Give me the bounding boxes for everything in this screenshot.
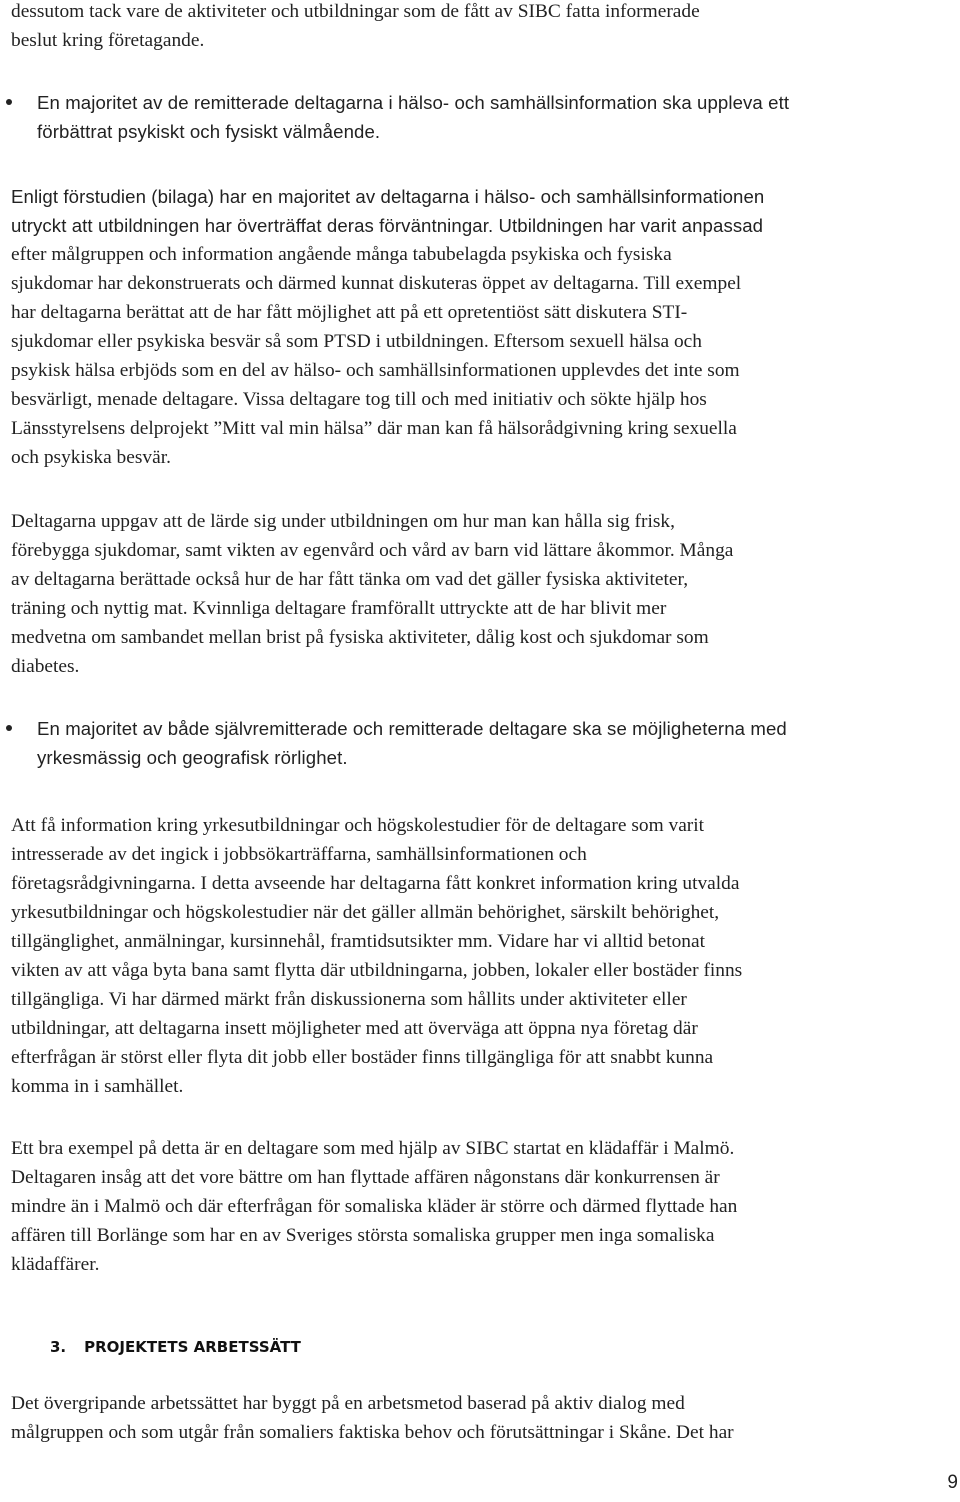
paragraph-line: Deltagarna uppgav att de lärde sig under utbildningen om hur man kan hålla sig frisk, bbox=[11, 511, 675, 532]
paragraph-line: efter målgruppen och information angående många tabubelagda psykiska och fysiska bbox=[11, 244, 672, 265]
paragraph-line: Enligt förstudien (bilaga) har en majoritet av deltagarna i hälso- och samhällsinformationen bbox=[11, 186, 765, 207]
paragraph-line: och psykiska besvär. bbox=[11, 447, 171, 468]
paragraph-line: Det övergripande arbetssättet har byggt på en arbetsmetod baserad på aktiv dialog med bbox=[11, 1393, 685, 1414]
paragraph-line: klädaffärer. bbox=[11, 1254, 100, 1275]
paragraph-line: har deltagarna berättat att de har fått möjlighet att på ett opretentiöst sätt diskutera STI- bbox=[11, 302, 688, 323]
paragraph-line: diabetes. bbox=[11, 656, 80, 677]
paragraph-line: målgruppen och som utgår från somaliers faktiska behov och förutsättningar i Skåne. Det har bbox=[11, 1422, 734, 1443]
text-line: dessutom tack vare de aktiviteter och utbildningar som de fått av SIBC fatta informerade bbox=[11, 1, 700, 22]
paragraph-line: komma in i samhället. bbox=[11, 1076, 184, 1097]
paragraph-line: Ett bra exempel på detta är en deltagare som med hjälp av SIBC startat en klädaffär i Malmö. bbox=[11, 1138, 735, 1159]
paragraph-line: intresserade av det ingick i jobbsökarträffarna, samhällsinformationen och bbox=[11, 844, 587, 865]
paragraph-line: sjukdomar eller psykiska besvär så som PTSD i utbildningen. Eftersom sexuell hälsa och bbox=[11, 331, 702, 352]
section-heading bbox=[50, 1338, 301, 1356]
paragraph-line: besvärligt, menade deltagare. Vissa deltagare tog till och med initiativ och sökte hjälp hos bbox=[11, 389, 707, 410]
section-title: PROJEKTETS ARBETSSÄTT bbox=[84, 1338, 301, 1356]
paragraph-line: Länsstyrelsens delprojekt ”Mitt val min hälsa” där man kan få hälsorådgivning kring sexuella bbox=[11, 418, 737, 439]
paragraph-line: av deltagarna berättade också hur de har fått tänka om vad det gäller fysiska aktiviteter, bbox=[11, 569, 689, 590]
paragraph-line: företagsrådgivningarna. I detta avseende har deltagarna fått konkret information kring utvalda bbox=[11, 873, 740, 894]
bullet-icon bbox=[6, 725, 12, 731]
paragraph-line: tillgänglighet, anmälningar, kursinnehål, framtidsutsikter mm. Vidare har vi alltid betonat bbox=[11, 931, 705, 952]
paragraph-line: mindre än i Malmö och där efterfrågan för somaliska kläder är större och därmed flyttade han bbox=[11, 1196, 738, 1217]
paragraph-line: vikten av att våga byta bana samt flytta där utbildningarna, jobben, lokaler eller bostäder finns bbox=[11, 960, 743, 981]
bullet-text-line: förbättrat psykiskt och fysiskt välmående. bbox=[37, 121, 381, 142]
bullet-icon bbox=[6, 99, 12, 105]
paragraph-line: sjukdomar har dekonstruerats och därmed kunnat diskuteras öppet av deltagarna. Till exempel bbox=[11, 273, 742, 294]
bullet-text-line: En majoritet av både självremitterade och remitterade deltagare ska se möjligheterna med bbox=[37, 718, 787, 739]
paragraph-line: tillgängliga. Vi har därmed märkt från diskussionerna som hållits under aktiviteter eller bbox=[11, 989, 687, 1010]
paragraph-line: Deltagaren insåg att det vore bättre om han flyttade affären någonstans där konkurrensen är bbox=[11, 1167, 720, 1188]
section-number: 3. bbox=[50, 1338, 67, 1356]
paragraph-line: utryckt att utbildningen har överträffat deras förväntningar. Utbildningen har varit anpassad bbox=[11, 215, 764, 236]
page-number: 9 bbox=[947, 1472, 958, 1493]
paragraph-line: yrkesutbildningar och högskolestudier när det gäller allmän behörighet, särskilt behörighet, bbox=[11, 902, 720, 923]
paragraph-line: Att få information kring yrkesutbildningar och högskolestudier för de deltagare som varit bbox=[11, 815, 705, 836]
bullet-text-line: En majoritet av de remitterade deltagarna i hälso- och samhällsinformation ska uppleva ett bbox=[37, 92, 790, 113]
paragraph-line: träning och nyttig mat. Kvinnliga deltagare framförallt uttryckte att de har blivit mer bbox=[11, 598, 667, 619]
paragraph-line: efterfrågan är störst eller flyta dit jobb eller bostäder finns tillgängliga för att snabbt kunna bbox=[11, 1047, 714, 1068]
text-line: beslut kring företagande. bbox=[11, 30, 205, 51]
paragraph-line: affären till Borlänge som har en av Sveriges största somaliska grupper men inga somaliska bbox=[11, 1225, 715, 1246]
paragraph-line: psykisk hälsa erbjöds som en del av hälso- och samhällsinformationen upplevdes det inte som bbox=[11, 360, 740, 381]
paragraph-line: utbildningar, att deltagarna insett möjligheter med att överväga att öppna nya företag där bbox=[11, 1018, 698, 1039]
bullet-text-line: yrkesmässig och geografisk rörlighet. bbox=[37, 747, 348, 768]
paragraph-line: förebygga sjukdomar, samt vikten av egenvård och vård av barn vid lättare åkommor. Många bbox=[11, 540, 734, 561]
paragraph-line: medvetna om sambandet mellan brist på fysiska aktiviteter, dålig kost och sjukdomar som bbox=[11, 627, 709, 648]
